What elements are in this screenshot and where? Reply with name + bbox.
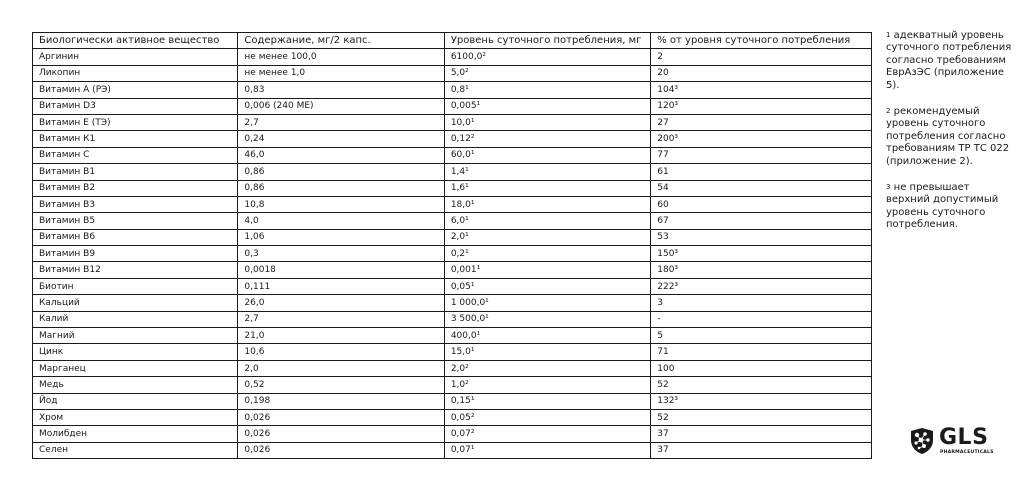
footnote-mark: 3 [886, 183, 891, 192]
cell-content: 0,006 (240 МЕ) [238, 98, 444, 114]
cell-content: не менее 1,0 [238, 65, 444, 81]
cell-content: 2,7 [238, 311, 444, 327]
cell-substance: Калий [33, 311, 238, 327]
cell-daily-intake: 0,8¹ [444, 82, 650, 98]
cell-substance: Витамин В2 [33, 180, 238, 196]
footnote-mark: 2 [886, 107, 891, 116]
cell-content: 0,0018 [238, 262, 444, 278]
table-row [33, 196, 872, 212]
header-percent: % от уровня суточного потребления [651, 33, 872, 49]
table-row [33, 229, 872, 245]
cell-substance: Витамин В1 [33, 164, 238, 180]
table-row [33, 180, 872, 196]
cell-content: 0,86 [238, 180, 444, 196]
footnote-3 [886, 182, 1016, 232]
shield-molecule-icon [907, 426, 937, 456]
cell-percent: 37 [651, 442, 872, 458]
cell-content: 0,026 [238, 426, 444, 442]
cell-daily-intake: 0,07² [444, 426, 650, 442]
cell-substance: Витамин А (РЭ) [33, 82, 238, 98]
cell-content: не менее 100,0 [238, 49, 444, 65]
cell-percent: 67 [651, 213, 872, 229]
logo-name: GLS [939, 425, 989, 450]
table-row [33, 393, 872, 409]
table-row [33, 328, 872, 344]
table-row [33, 360, 872, 376]
cell-daily-intake: 2,0¹ [444, 229, 650, 245]
cell-daily-intake: 60,0¹ [444, 147, 650, 163]
cell-daily-intake: 6100,0² [444, 49, 650, 65]
cell-substance: Ликопин [33, 65, 238, 81]
cell-substance: Селен [33, 442, 238, 458]
cell-content: 26,0 [238, 295, 444, 311]
cell-substance: Молибден [33, 426, 238, 442]
cell-substance: Хром [33, 409, 238, 425]
table-row [33, 49, 872, 65]
cell-percent: 5 [651, 328, 872, 344]
table-row [33, 344, 872, 360]
cell-daily-intake: 0,05¹ [444, 278, 650, 294]
cell-substance: Витамин В6 [33, 229, 238, 245]
cell-percent: 54 [651, 180, 872, 196]
cell-content: 0,111 [238, 278, 444, 294]
cell-percent: - [651, 311, 872, 327]
cell-daily-intake: 0,05² [444, 409, 650, 425]
cell-percent: 71 [651, 344, 872, 360]
table-row [33, 377, 872, 393]
logo-subtitle: PHARMACEUTICALS [940, 450, 994, 455]
table-row [33, 147, 872, 163]
table-row [33, 262, 872, 278]
cell-content: 0,24 [238, 131, 444, 147]
cell-percent: 2 [651, 49, 872, 65]
cell-content: 0,026 [238, 409, 444, 425]
cell-substance: Витамин В12 [33, 262, 238, 278]
header-daily-intake: Уровень суточного потребления, мг [444, 33, 650, 49]
cell-substance: Марганец [33, 360, 238, 376]
footnote-mark: 1 [886, 31, 891, 39]
header-substance: Биологически активное вещество [33, 33, 238, 49]
cell-percent: 60 [651, 196, 872, 212]
cell-substance: Йод [33, 393, 238, 409]
cell-content: 0,198 [238, 393, 444, 409]
table-row [33, 164, 872, 180]
nutrient-table [32, 32, 872, 459]
table-row [33, 278, 872, 294]
cell-daily-intake: 2,0² [444, 360, 650, 376]
table-row [33, 246, 872, 262]
cell-percent: 120³ [651, 98, 872, 114]
cell-daily-intake: 0,12² [444, 131, 650, 147]
cell-substance: Витамин С [33, 147, 238, 163]
table-row [33, 442, 872, 458]
cell-substance: Биотин [33, 278, 238, 294]
cell-daily-intake: 3 500,0¹ [444, 311, 650, 327]
table-row [33, 82, 872, 98]
cell-percent: 53 [651, 229, 872, 245]
cell-percent: 132³ [651, 393, 872, 409]
cell-percent: 100 [651, 360, 872, 376]
cell-daily-intake: 0,001¹ [444, 262, 650, 278]
cell-percent: 180³ [651, 262, 872, 278]
header-content: Содержание, мг/2 капс. [238, 33, 444, 49]
cell-substance: Витамин Е (ТЭ) [33, 114, 238, 130]
cell-content: 46,0 [238, 147, 444, 163]
table-row [33, 426, 872, 442]
table-header-row [33, 33, 872, 49]
cell-daily-intake: 5,0² [444, 65, 650, 81]
cell-content: 2,0 [238, 360, 444, 376]
cell-content: 0,52 [238, 377, 444, 393]
cell-content: 0,3 [238, 246, 444, 262]
cell-daily-intake: 1,4¹ [444, 164, 650, 180]
cell-daily-intake: 1 000,0¹ [444, 295, 650, 311]
cell-daily-intake: 18,0¹ [444, 196, 650, 212]
cell-content: 0,86 [238, 164, 444, 180]
table-row [33, 65, 872, 81]
footnote-2 [886, 106, 1016, 168]
cell-daily-intake: 15,0¹ [444, 344, 650, 360]
cell-substance: Аргинин [33, 49, 238, 65]
cell-substance: Витамин В3 [33, 196, 238, 212]
cell-percent: 104³ [651, 82, 872, 98]
cell-substance: Магний [33, 328, 238, 344]
cell-daily-intake: 400,0¹ [444, 328, 650, 344]
cell-percent: 222³ [651, 278, 872, 294]
cell-percent: 3 [651, 295, 872, 311]
cell-content: 2,7 [238, 114, 444, 130]
cell-daily-intake: 0,005¹ [444, 98, 650, 114]
table-row [33, 295, 872, 311]
cell-percent: 20 [651, 65, 872, 81]
footnote-text: не превышает верхний допустимый уровень суточного потребления. [886, 182, 999, 231]
cell-percent: 37 [651, 426, 872, 442]
table-row [33, 213, 872, 229]
cell-substance: Цинк [33, 344, 238, 360]
cell-percent: 61 [651, 164, 872, 180]
table-row [33, 98, 872, 114]
cell-substance: Кальций [33, 295, 238, 311]
cell-content: 4,0 [238, 213, 444, 229]
footnote-1 [886, 30, 1016, 92]
cell-substance: Витамин В5 [33, 213, 238, 229]
footnotes [886, 30, 1016, 246]
cell-daily-intake: 0,15¹ [444, 393, 650, 409]
table-row [33, 409, 872, 425]
cell-percent: 150³ [651, 246, 872, 262]
table-row [33, 311, 872, 327]
cell-percent: 77 [651, 147, 872, 163]
cell-daily-intake: 6,0¹ [444, 213, 650, 229]
cell-substance: Витамин В9 [33, 246, 238, 262]
cell-content: 10,8 [238, 196, 444, 212]
cell-percent: 52 [651, 377, 872, 393]
table-row [33, 131, 872, 147]
cell-content: 0,83 [238, 82, 444, 98]
cell-percent: 52 [651, 409, 872, 425]
cell-content: 21,0 [238, 328, 444, 344]
cell-percent: 200³ [651, 131, 872, 147]
cell-daily-intake: 1,6¹ [444, 180, 650, 196]
cell-percent: 27 [651, 114, 872, 130]
cell-substance: Витамин К1 [33, 131, 238, 147]
footnote-text: адекватный уровень суточного потребления согласно требованиям ЕврАзЭС (приложение 5). [886, 30, 1012, 91]
cell-content: 0,026 [238, 442, 444, 458]
footnote-text: рекомендуемый уровень суточного потребления согласно требованиям ТР ТС 022 (приложение 2). [886, 106, 1010, 167]
cell-content: 1,06 [238, 229, 444, 245]
cell-substance: Витамин D3 [33, 98, 238, 114]
table-body [33, 49, 872, 459]
cell-substance: Медь [33, 377, 238, 393]
gls-logo [907, 426, 1007, 460]
cell-daily-intake: 0,2¹ [444, 246, 650, 262]
cell-daily-intake: 10,0¹ [444, 114, 650, 130]
cell-daily-intake: 1,0² [444, 377, 650, 393]
cell-content: 10,6 [238, 344, 444, 360]
table-row [33, 114, 872, 130]
cell-daily-intake: 0,07¹ [444, 442, 650, 458]
